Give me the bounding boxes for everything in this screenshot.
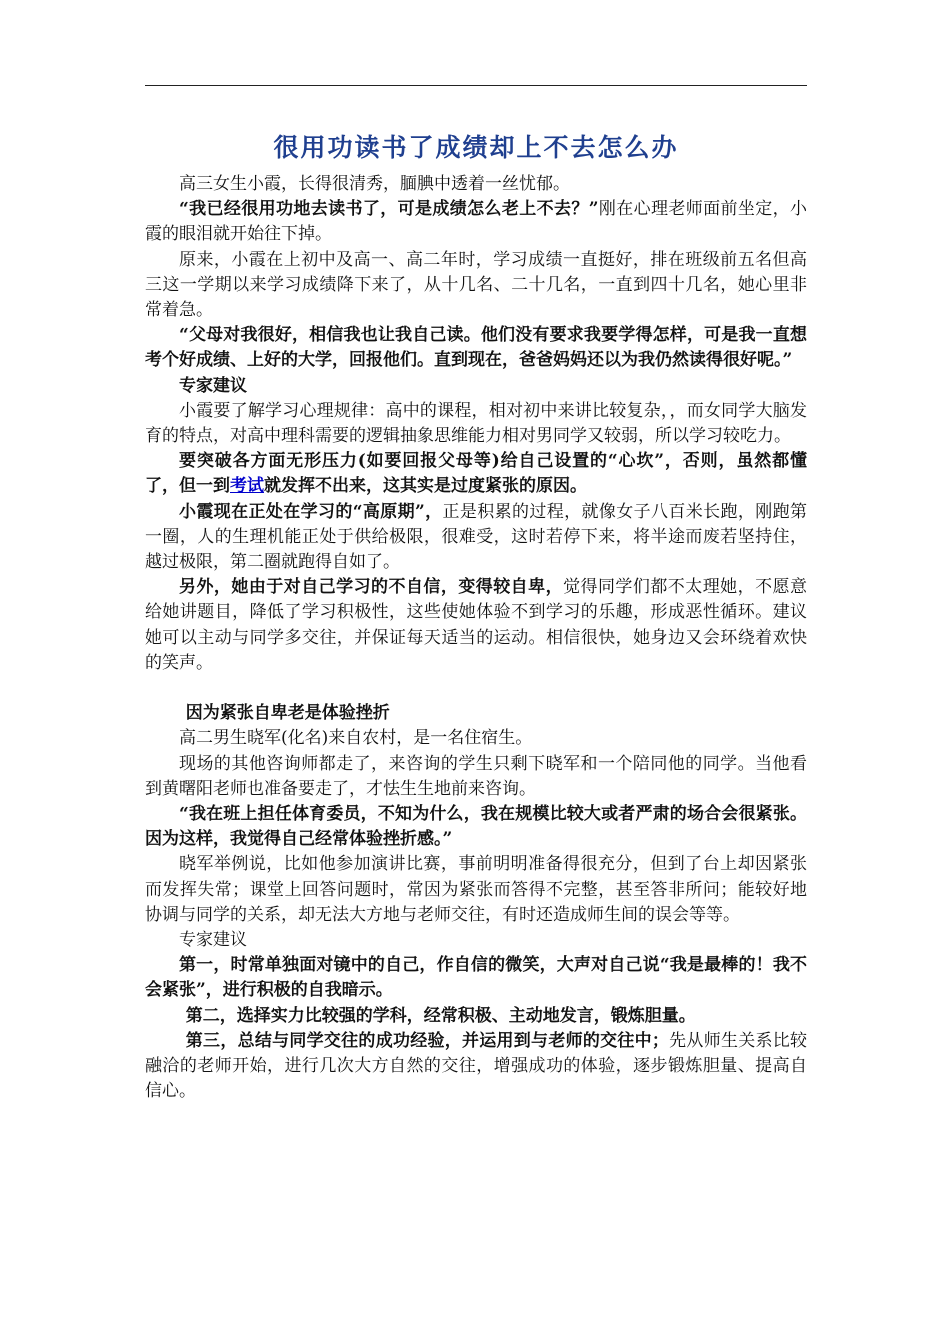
- paragraph-quote-2: “父母对我很好，相信我也让我自己读。他们没有要求我要学得怎样，可是我一直想考个好成绩、上好的大学，回报他们。直到现在，爸爸妈妈还以为我仍然读得很好呢。”: [145, 325, 807, 371]
- quote-rest: 刚在心理老师面前坐定，小霞的眼泪就开始往下掉。: [145, 199, 807, 245]
- paragraph-case-2-examples: 晓军举例说，比如他参加演讲比赛，事前明明准备得很充分，但到了台上却因紧张而发挥失常；课堂上回答问题时，常因为紧张而答得不完整，甚至答非所问；能较好地协调与同学的关系，却无法大方地与老师交往，有时还造成师生间的误会等等。: [145, 854, 807, 925]
- paragraph-advice-2: [145, 449, 807, 499]
- advice-2-after: 就发挥不出来，这其实是过度紧张的原因。: [264, 476, 587, 497]
- expert-advice-heading-2: 专家建议: [179, 930, 247, 951]
- tip-3-rest: 先从师生关系比较融洽的老师开始，进行几次大方自然的交往，增强成功的体验，逐步锻炼胆量、提高自信心。: [145, 1030, 808, 1102]
- advice-4-bold: 另外，她由于对自己学习的不自信，变得较自卑，: [179, 577, 564, 598]
- paragraph-background: 原来，小霞在上初中及高一、高二年时，学习成绩一直挺好，排在班级前五名但高三这一学期以来学习成绩降下来了，从十几名、二十几名，一直到四十几名，她心里非常着急。: [145, 249, 807, 321]
- paragraph-quote-1: [145, 197, 807, 247]
- paragraph-tip-3: [145, 1029, 807, 1105]
- header-rule: [145, 85, 807, 86]
- paragraph-advice-1: 小霞要了解学习心理规律：高中的课程，相对初中来讲比较复杂，，而女同学大脑发育的特点，对高中理科需要的逻辑抽象思维能力相对男同学又较弱，所以学习较吃力。: [145, 400, 807, 447]
- paragraph-advice-4: [145, 575, 807, 676]
- article-title: 很用功读书了成绩却上不去怎么办: [273, 133, 679, 162]
- section-spacer: [145, 676, 807, 701]
- section-2-title: 因为紧张自卑老是体验挫折: [185, 703, 390, 724]
- advice-4-rest: 觉得同学们都不太理她，不愿意给她讲题目，降低了学习积极性，这些使她体验不到学习的乐趣，形成恶性循环。建议她可以主动与同学多交往，并保证每天适当的运动。相信很快，她身边又会环绕着欢快的笑声。: [145, 577, 808, 673]
- article-body: [145, 172, 807, 1105]
- advice-3-bold: 小霞现在正处在学习的“高原期”，: [179, 501, 443, 522]
- paragraph-tip-2: 第二，选择实力比较强的学科，经常积极、主动地发言，锻炼胆量。: [185, 1005, 696, 1026]
- paragraph-intro: 高三女生小霞，长得很清秀，腼腆中透着一丝忧郁。: [179, 174, 570, 194]
- paragraph-advice-3: [145, 500, 807, 576]
- advice-2-before: 要突破各方面无形压力(如要回报父母等)给自己设置的“心坎”，否则，虽然都懂了，但一到: [145, 451, 807, 497]
- expert-advice-heading-1: 专家建议: [179, 375, 247, 396]
- exam-link[interactable]: 考试: [230, 476, 264, 497]
- paragraph-case-2-intro: 高二男生晓军(化名)来自农村，是一名住宿生。: [179, 728, 533, 749]
- paragraph-quote-3: “我在班上担任体育委员，不知为什么，我在规模比较大或者严肃的场合会很紧张。因为这样，我觉得自己经常体验挫折感。”: [145, 804, 807, 850]
- paragraph-tip-1: 第一，时常单独面对镜中的自己，作自信的微笑，大声对自己说“我是最棒的！我不会紧张”，进行积极的自我暗示。: [145, 955, 807, 1001]
- advice-3-rest: 正是积累的过程，就像女子八百米长跑，刚跑第一圈，人的生理机能正处于供给极限，很难受，这时若停下来，将半途而废若坚持住，越过极限，第二圈就跑得自如了。: [145, 501, 807, 573]
- quote-bold: “我已经很用功地去读书了，可是成绩怎么老上不去？”: [179, 199, 599, 220]
- paragraph-case-2-scene: 现场的其他咨询师都走了，来咨询的学生只剩下晓军和一个陪同他的同学。当他看到黄曙阳老师也准备要走了，才怯生生地前来咨询。: [145, 753, 807, 799]
- tip-3-bold: 第三，总结与同学交往的成功经验，并运用到与老师的交往中；: [185, 1030, 669, 1051]
